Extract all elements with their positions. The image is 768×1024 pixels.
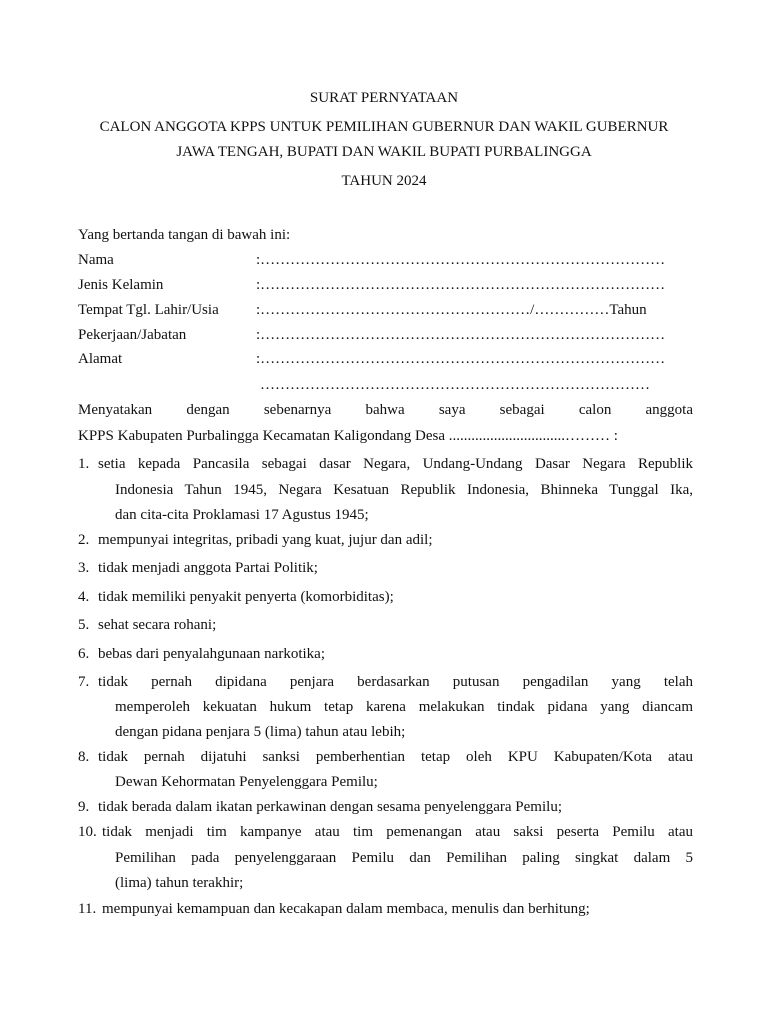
field-value: :……………………………………………………………………… <box>256 327 666 343</box>
list-item-text: bebas dari penyalahgunaan narkotika; <box>98 646 325 662</box>
list-item-text: tidak menjadi tim kampanye atau tim pemenangan atau saksi peserta Pemilu atau <box>102 824 693 840</box>
list-item-text: Dewan Kehormatan Penyelenggara Pemilu; <box>115 774 378 790</box>
document-subtitle-line1: CALON ANGGOTA KPPS UNTUK PEMILIHAN GUBERNUR DAN WAKIL GUBERNUR <box>99 119 669 135</box>
list-item-text: Pemilihan pada penyelenggaraan Pemilu dan Pemilihan paling singkat dalam 5 <box>115 850 693 866</box>
list-item-number: 4. <box>78 589 90 605</box>
field-pekerjaan <box>78 323 698 347</box>
list-item-text: dengan pidana penjara 5 (lima) tahun atau lebih; <box>115 724 406 740</box>
list-item-text: tidak pernah dipidana penjara berdasarkan putusan pengadilan yang telah <box>98 674 693 690</box>
list-item-number: 8. <box>78 749 90 765</box>
list-item-number: 1. <box>78 456 90 472</box>
list-item-number: 5. <box>78 617 90 633</box>
list-item-text: setia kepada Pancasila sebagai dasar Negara, Undang-Undang Dasar Negara Republik <box>98 456 693 472</box>
list-item-text: Indonesia Tahun 1945, Negara Kesatuan Republik Indonesia, Bhinneka Tunggal Ika, <box>115 482 693 498</box>
document-year: TAHUN 2024 <box>341 173 427 189</box>
list-item-number: 10. <box>78 824 97 840</box>
list-item-text: (lima) tahun terakhir; <box>115 875 244 891</box>
list-item-text: tidak memiliki penyakit penyerta (komorbiditas); <box>98 589 394 605</box>
field-value: :……………………………………………………………………… <box>256 277 666 293</box>
field-value: :……………………………………………………………………… <box>256 252 666 268</box>
field-jenis-kelamin <box>78 273 698 297</box>
document-title: SURAT PERNYATAAN <box>309 90 459 106</box>
list-item-text: sehat secara rohani; <box>98 617 217 633</box>
statement-line2: KPPS Kabupaten Purbalingga Kecamatan Kaligondang Desa ...............................……… : <box>78 428 618 444</box>
field-value: :………………………………………………/……………Tahun <box>256 302 647 318</box>
list-item-text: memperoleh kekuatan hukum tetap karena melakukan tindak pidana yang diancam <box>115 699 693 715</box>
list-item-number: 2. <box>78 532 90 548</box>
intro-text: Yang bertanda tangan di bawah ini: <box>78 227 291 243</box>
list-item-text: tidak pernah dijatuhi sanksi pemberhentian tetap oleh KPU Kabupaten/Kota atau <box>98 749 693 765</box>
list-item-number: 7. <box>78 674 90 690</box>
field-label: Nama <box>78 252 114 268</box>
document-subtitle-line2: JAWA TENGAH, BUPATI DAN WAKIL BUPATI PURBALINGGA <box>176 144 592 160</box>
list-item-number: 9. <box>78 799 90 815</box>
field-tempat-tgl-lahir <box>78 298 698 322</box>
statement-line1: Menyatakan dengan sebenarnya bahwa saya sebagai calon anggota <box>78 402 693 418</box>
field-alamat <box>78 347 698 371</box>
field-label: Pekerjaan/Jabatan <box>78 327 187 343</box>
list-item-number: 6. <box>78 646 90 662</box>
list-item-text: mempunyai kemampuan dan kecakapan dalam membaca, menulis dan berhitung; <box>102 901 590 917</box>
list-item-number: 3. <box>78 560 90 576</box>
list-item-text: tidak menjadi anggota Partai Politik; <box>98 560 318 576</box>
list-item-text: tidak berada dalam ikatan perkawinan dengan sesama penyelenggara Pemilu; <box>98 799 562 815</box>
list-item-text: mempunyai integritas, pribadi yang kuat, jujur dan adil; <box>98 532 433 548</box>
field-nama <box>78 248 698 272</box>
field-value: :……………………………………………………………………… <box>256 351 666 367</box>
list-item-number: 11. <box>78 901 97 917</box>
field-label: Tempat Tgl. Lahir/Usia <box>78 302 219 318</box>
address-continuation: …………………………………………………………………… <box>260 377 650 393</box>
field-label: Alamat <box>78 351 123 367</box>
list-item-text: dan cita-cita Proklamasi 17 Agustus 1945; <box>115 507 369 523</box>
field-label: Jenis Kelamin <box>78 277 164 293</box>
